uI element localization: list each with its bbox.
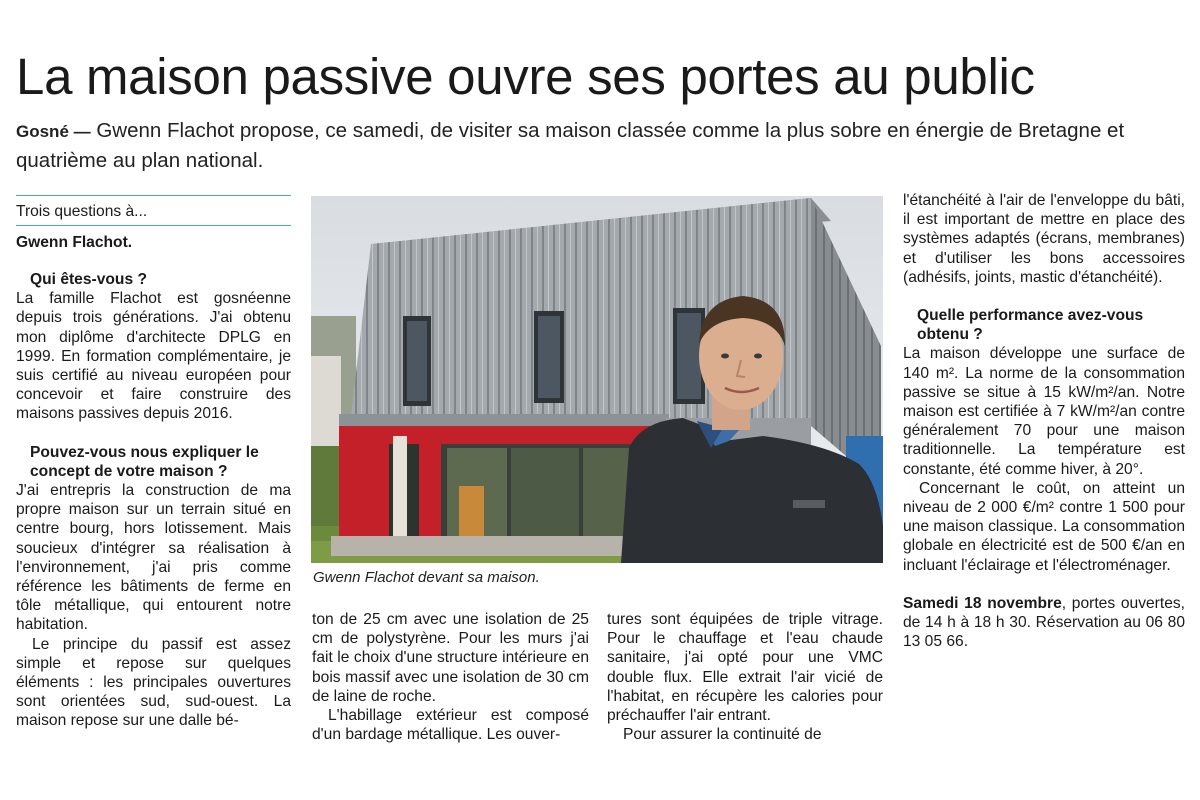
question-2: Pouvez-vous nous expliquer le concept de votre maison ? xyxy=(30,443,259,480)
column-2-text-continued: L'habillage extérieur est composé d'un bardage métallique. Les ouver- xyxy=(312,707,589,744)
answer-3: La maison développe une surface de 140 m². La norme de la consommation passive se situe à 15 kW/m²/an. Notre maison est certifiée à 7 kW/m²/an contre généralement 70 pour une maison traditionnelle. La température est constante, été comme hiver, à 20°. xyxy=(903,345,1185,478)
event-date: Samedi 18 novembre xyxy=(903,594,1062,612)
answer-1: La famille Flachot est gosnéenne depuis trois générations. J'ai obtenu mon diplôme d'architecte DPLG en 1999. En formation complémentaire, je suis certifié au niveau européen pour concevoir et faire construire des maisons passives depuis 2016. xyxy=(16,290,291,423)
event-info xyxy=(903,594,1185,652)
headline: La maison passive ouvre ses portes au public xyxy=(16,48,1035,105)
column-2-text: ton de 25 cm avec une isolation de 25 cm de polystyrène. Pour les murs j'ai fait le choix d'une structure intérieure en bois massif avec une isolation de 30 cm de laine de roche. xyxy=(312,611,589,705)
column-4 xyxy=(903,191,1185,651)
question-1: Qui êtes-vous ? xyxy=(30,271,147,288)
answer-2-continued: Le principe du passif est assez simple et repose sur quelques éléments : les principales ouvertures sont orientées sud, sud-ouest. La maison repose sur une dalle bé- xyxy=(16,635,291,730)
sidebar-rule-bottom xyxy=(16,225,291,226)
interviewee-name: Gwenn Flachot. xyxy=(16,234,133,251)
lead-text: Gwenn Flachot propose, ce samedi, de visiter sa maison classée comme la plus sobre en énergie de Bretagne et quatrième au plan national. xyxy=(16,119,1125,172)
sidebar-kicker: Trois questions à... xyxy=(16,203,148,220)
column-4-text: l'étanchéité à l'air de l'enveloppe du bâti, il est important de mettre en place des systèmes adaptés (écrans, membranes) et d'utiliser les bons accessoires (adhésifs, joints, mastic d'étanchéité). xyxy=(903,192,1185,286)
dateline-place: Gosné — xyxy=(16,122,91,141)
column-1 xyxy=(16,270,291,731)
answer-3-continued: Concernant le coût, on atteint un niveau de 2 000 €/m² contre 1 500 pour une maison classique. La consommation globale en électricité est de 500 €/an en incluant l'éclairage et l'électroménager. xyxy=(903,479,1185,574)
lead-paragraph xyxy=(16,116,1186,175)
column-3 xyxy=(607,610,883,744)
column-3-text-continued: Pour assurer la continuité de xyxy=(623,726,822,744)
column-2 xyxy=(312,610,589,744)
event-details: , portes ouvertes, de 14 h à 18 h 30. Réservation au 06 80 13 05 66. xyxy=(903,594,1185,651)
sidebar-rule-top xyxy=(16,195,291,196)
house-photo xyxy=(311,196,883,563)
question-3: Quelle performance avez-vous obtenu ? xyxy=(917,307,1144,344)
column-3-text: tures sont équipées de triple vitrage. Pour le chauffage et l'eau chaude sanitaire, j'ai opté pour une VMC double flux. Elle extrait l'air vicié de l'habitat, en récupère les calories pour préchauffer l'air entrant. xyxy=(607,611,883,725)
photo-caption: Gwenn Flachot devant sa maison. xyxy=(313,569,540,586)
answer-2: J'ai entrepris la construction de ma propre maison sur un terrain situé en centre bourg, hors lotissement. Mais soucieux d'intégrer sa réalisation à l'environnement, j'ai pris comme référence les bâtiments de ferme en tôle métallique, qui entourent notre habitation. xyxy=(16,482,291,634)
